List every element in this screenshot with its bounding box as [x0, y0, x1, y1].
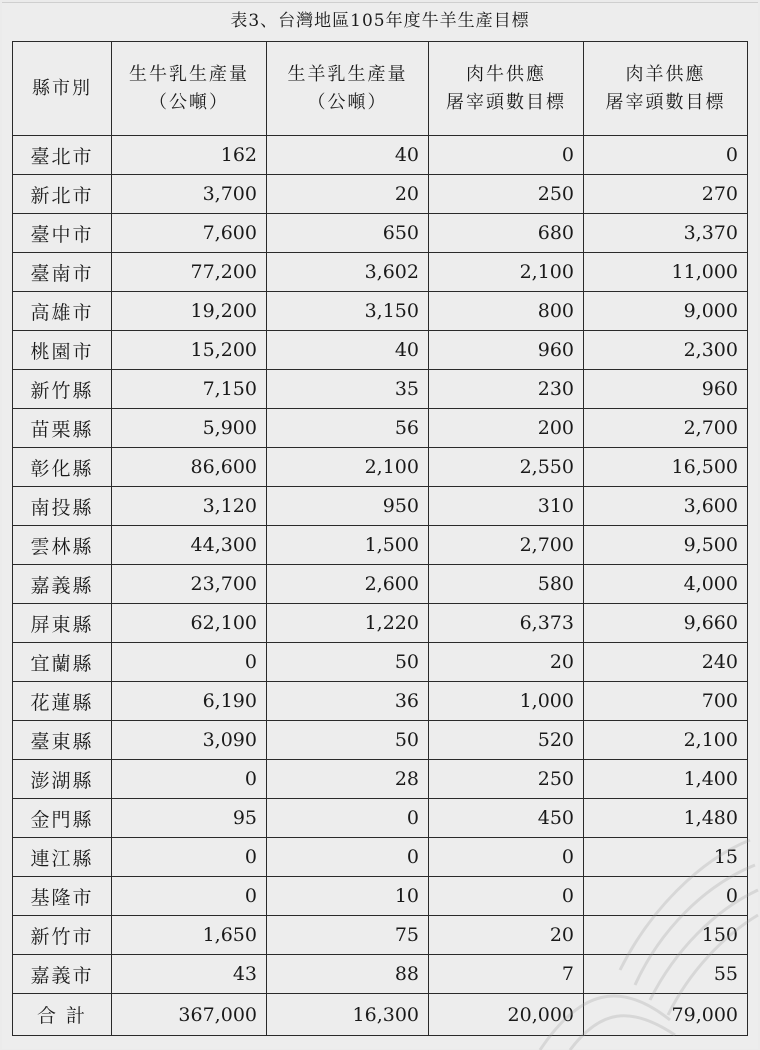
meat-goat-cell: 3,600 [584, 487, 748, 526]
region-name-cell: 南投縣 [13, 487, 112, 526]
meat-goat-cell: 0 [584, 136, 748, 175]
goat-milk-cell: 1,220 [267, 604, 429, 643]
meat-goat-cell: 2,300 [584, 331, 748, 370]
beef-cattle-cell: 2,700 [429, 526, 584, 565]
header-beef-cattle: 肉牛供應 屠宰頭數目標 [429, 42, 584, 136]
beef-cattle-cell: 450 [429, 799, 584, 838]
beef-cattle-cell: 680 [429, 214, 584, 253]
region-name-cell: 基隆市 [13, 877, 112, 916]
goat-milk-cell: 1,500 [267, 526, 429, 565]
total-row [13, 994, 748, 1036]
total-meat-goat: 79,000 [584, 994, 748, 1036]
beef-cattle-cell: 250 [429, 175, 584, 214]
cow-milk-cell: 0 [112, 760, 267, 799]
table-row [13, 331, 748, 370]
cow-milk-cell: 19,200 [112, 292, 267, 331]
beef-cattle-cell: 960 [429, 331, 584, 370]
beef-cattle-cell: 580 [429, 565, 584, 604]
meat-goat-cell: 240 [584, 643, 748, 682]
goat-milk-cell: 3,150 [267, 292, 429, 331]
meat-goat-cell: 55 [584, 955, 748, 994]
goat-milk-cell: 56 [267, 409, 429, 448]
table-row [13, 565, 748, 604]
table-row [13, 526, 748, 565]
table-row [13, 448, 748, 487]
meat-goat-cell: 16,500 [584, 448, 748, 487]
region-name-cell: 屏東縣 [13, 604, 112, 643]
region-name-cell: 金門縣 [13, 799, 112, 838]
table-row [13, 721, 748, 760]
region-name-cell: 苗栗縣 [13, 409, 112, 448]
meat-goat-cell: 150 [584, 916, 748, 955]
beef-cattle-cell: 0 [429, 136, 584, 175]
meat-goat-cell: 2,700 [584, 409, 748, 448]
cow-milk-cell: 0 [112, 877, 267, 916]
total-label: 合 計 [13, 994, 112, 1036]
table-row [13, 175, 748, 214]
beef-cattle-cell: 2,100 [429, 253, 584, 292]
cow-milk-cell: 1,650 [112, 916, 267, 955]
table-row [13, 370, 748, 409]
header-row [13, 42, 748, 136]
total-cow-milk: 367,000 [112, 994, 267, 1036]
beef-cattle-cell: 250 [429, 760, 584, 799]
beef-cattle-cell: 520 [429, 721, 584, 760]
beef-cattle-cell: 20 [429, 916, 584, 955]
meat-goat-cell: 960 [584, 370, 748, 409]
cow-milk-cell: 77,200 [112, 253, 267, 292]
meat-goat-cell: 0 [584, 877, 748, 916]
table-row [13, 760, 748, 799]
cow-milk-cell: 95 [112, 799, 267, 838]
goat-milk-cell: 950 [267, 487, 429, 526]
table-row [13, 643, 748, 682]
region-name-cell: 嘉義縣 [13, 565, 112, 604]
region-name-cell: 臺北市 [13, 136, 112, 175]
goat-milk-cell: 75 [267, 916, 429, 955]
table-row [13, 487, 748, 526]
goat-milk-cell: 2,100 [267, 448, 429, 487]
header-goat-milk: 生羊乳生產量 （公噸） [267, 42, 429, 136]
meat-goat-cell: 270 [584, 175, 748, 214]
beef-cattle-cell: 20 [429, 643, 584, 682]
goat-milk-cell: 28 [267, 760, 429, 799]
cow-milk-cell: 43 [112, 955, 267, 994]
goat-milk-cell: 2,600 [267, 565, 429, 604]
meat-goat-cell: 3,370 [584, 214, 748, 253]
region-name-cell: 澎湖縣 [13, 760, 112, 799]
beef-cattle-cell: 2,550 [429, 448, 584, 487]
header-region: 縣市別 [13, 42, 112, 136]
region-name-cell: 高雄市 [13, 292, 112, 331]
meat-goat-cell: 700 [584, 682, 748, 721]
goat-milk-cell: 0 [267, 838, 429, 877]
meat-goat-cell: 11,000 [584, 253, 748, 292]
region-name-cell: 新竹縣 [13, 370, 112, 409]
beef-cattle-cell: 7 [429, 955, 584, 994]
table-row [13, 838, 748, 877]
cow-milk-cell: 3,120 [112, 487, 267, 526]
production-target-table [12, 41, 748, 1036]
table-row [13, 604, 748, 643]
meat-goat-cell: 15 [584, 838, 748, 877]
total-beef-cattle: 20,000 [429, 994, 584, 1036]
cow-milk-cell: 3,700 [112, 175, 267, 214]
table-row [13, 916, 748, 955]
cow-milk-cell: 5,900 [112, 409, 267, 448]
goat-milk-cell: 88 [267, 955, 429, 994]
cow-milk-cell: 86,600 [112, 448, 267, 487]
cow-milk-cell: 7,600 [112, 214, 267, 253]
region-name-cell: 臺南市 [13, 253, 112, 292]
goat-milk-cell: 40 [267, 136, 429, 175]
cow-milk-cell: 6,190 [112, 682, 267, 721]
region-name-cell: 花蓮縣 [13, 682, 112, 721]
table-row [13, 253, 748, 292]
table-row [13, 409, 748, 448]
region-name-cell: 臺東縣 [13, 721, 112, 760]
beef-cattle-cell: 200 [429, 409, 584, 448]
region-name-cell: 連江縣 [13, 838, 112, 877]
table-row [13, 292, 748, 331]
beef-cattle-cell: 800 [429, 292, 584, 331]
goat-milk-cell: 40 [267, 331, 429, 370]
table-row [13, 136, 748, 175]
goat-milk-cell: 50 [267, 721, 429, 760]
cow-milk-cell: 7,150 [112, 370, 267, 409]
goat-milk-cell: 50 [267, 643, 429, 682]
beef-cattle-cell: 0 [429, 838, 584, 877]
meat-goat-cell: 9,500 [584, 526, 748, 565]
meat-goat-cell: 9,000 [584, 292, 748, 331]
table-row [13, 799, 748, 838]
meat-goat-cell: 9,660 [584, 604, 748, 643]
header-meat-goat: 肉羊供應 屠宰頭數目標 [584, 42, 748, 136]
cow-milk-cell: 44,300 [112, 526, 267, 565]
meat-goat-cell: 2,100 [584, 721, 748, 760]
cow-milk-cell: 162 [112, 136, 267, 175]
meat-goat-cell: 1,400 [584, 760, 748, 799]
goat-milk-cell: 650 [267, 214, 429, 253]
region-name-cell: 臺中市 [13, 214, 112, 253]
table-title: 表3、台灣地區105年度牛羊生產目標 [230, 11, 530, 31]
region-name-cell: 彰化縣 [13, 448, 112, 487]
region-name-cell: 新北市 [13, 175, 112, 214]
goat-milk-cell: 36 [267, 682, 429, 721]
beef-cattle-cell: 0 [429, 877, 584, 916]
goat-milk-cell: 0 [267, 799, 429, 838]
header-cow-milk: 生牛乳生產量 （公噸） [112, 42, 267, 136]
cow-milk-cell: 0 [112, 838, 267, 877]
region-name-cell: 雲林縣 [13, 526, 112, 565]
table-row [13, 877, 748, 916]
beef-cattle-cell: 6,373 [429, 604, 584, 643]
cow-milk-cell: 23,700 [112, 565, 267, 604]
goat-milk-cell: 10 [267, 877, 429, 916]
table-row [13, 214, 748, 253]
goat-milk-cell: 20 [267, 175, 429, 214]
cow-milk-cell: 3,090 [112, 721, 267, 760]
cow-milk-cell: 0 [112, 643, 267, 682]
region-name-cell: 新竹市 [13, 916, 112, 955]
meat-goat-cell: 4,000 [584, 565, 748, 604]
goat-milk-cell: 3,602 [267, 253, 429, 292]
table-row [13, 955, 748, 994]
cow-milk-cell: 62,100 [112, 604, 267, 643]
meat-goat-cell: 1,480 [584, 799, 748, 838]
goat-milk-cell: 35 [267, 370, 429, 409]
beef-cattle-cell: 1,000 [429, 682, 584, 721]
beef-cattle-cell: 230 [429, 370, 584, 409]
region-name-cell: 嘉義市 [13, 955, 112, 994]
region-name-cell: 宜蘭縣 [13, 643, 112, 682]
beef-cattle-cell: 310 [429, 487, 584, 526]
total-goat-milk: 16,300 [267, 994, 429, 1036]
region-name-cell: 桃園市 [13, 331, 112, 370]
table-row [13, 682, 748, 721]
cow-milk-cell: 15,200 [112, 331, 267, 370]
